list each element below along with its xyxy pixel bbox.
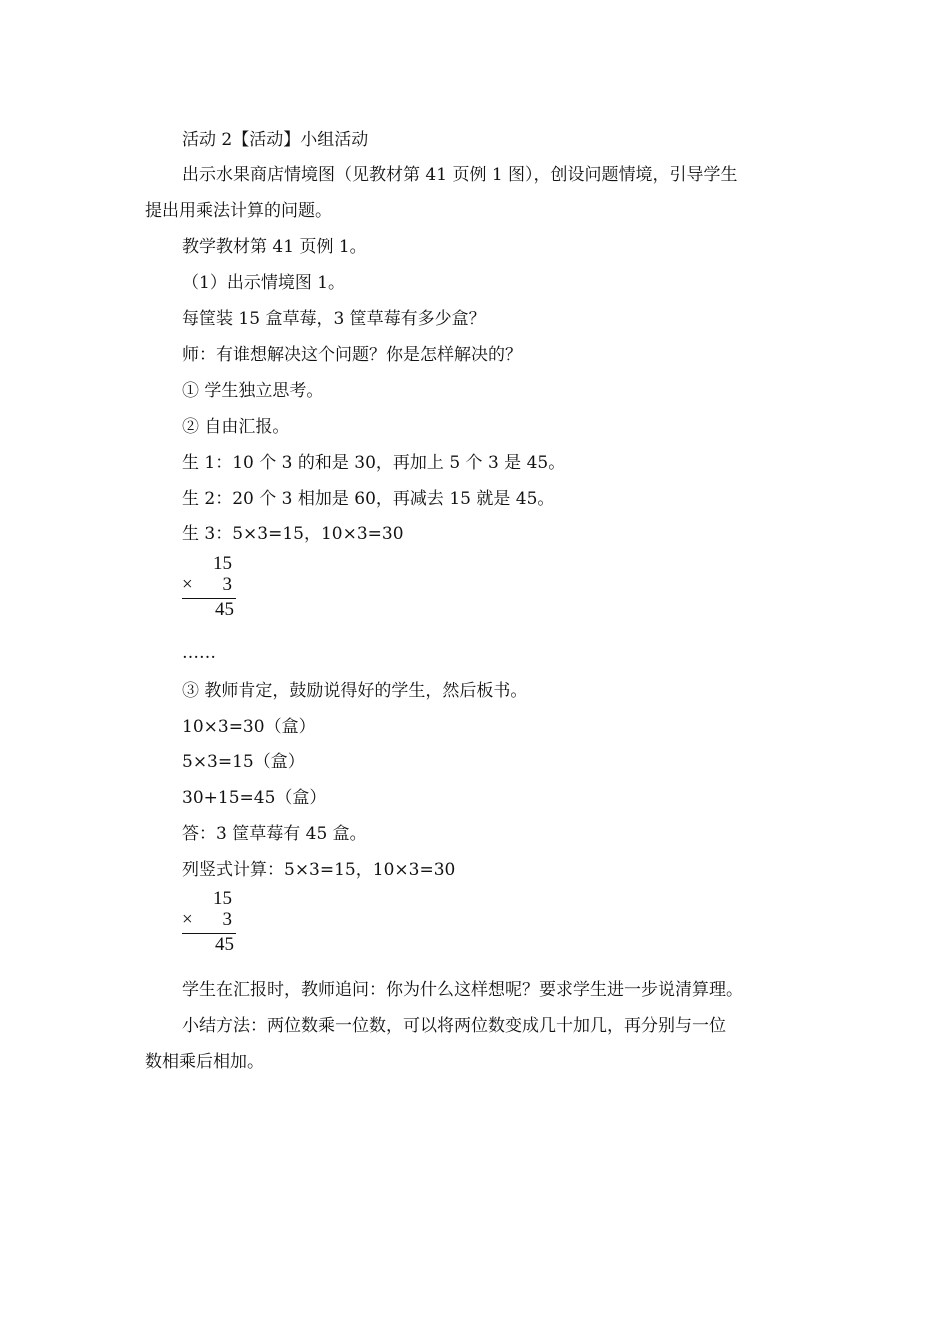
paragraph-line: ② 自由汇报。 xyxy=(182,417,290,437)
paragraph-line: 答：3 筐草莓有 45 盒。 xyxy=(182,824,367,844)
paragraph-line: 5×3=15（盒） xyxy=(182,752,305,772)
product: 45 xyxy=(215,599,234,620)
multiplier: 3 xyxy=(222,909,232,930)
activity-heading: 活动 2【活动】小组活动 xyxy=(182,130,369,150)
paragraph-line: ③ 教师肯定，鼓励说得好的学生，然后板书。 xyxy=(182,681,528,701)
multiplier: 3 xyxy=(222,574,232,595)
paragraph-line: （1）出示情境图 1。 xyxy=(182,273,346,293)
paragraph-line: 数相乘后相加。 xyxy=(145,1052,264,1072)
product: 45 xyxy=(215,934,234,955)
multiplicand: 15 xyxy=(213,888,232,909)
paragraph-line: 师：有谁想解决这个问题？你是怎样解决的？ xyxy=(182,345,522,365)
paragraph-line: 出示水果商店情境图（见教材第 41 页例 1 图），创设问题情境，引导学生 xyxy=(182,165,738,185)
paragraph-line: 小结方法：两位数乘一位数，可以将两位数变成几十加几，再分别与一位 xyxy=(182,1016,726,1036)
paragraph-line: 生 2：20 个 3 相加是 60，再减去 15 就是 45。 xyxy=(182,489,555,509)
paragraph-line: 提出用乘法计算的问题。 xyxy=(145,201,332,221)
multiplicand: 15 xyxy=(213,553,232,574)
paragraph-line: 每筐装 15 盒草莓，3 筐草莓有多少盒？ xyxy=(182,309,486,329)
ellipsis: …… xyxy=(182,643,216,663)
paragraph-line: 生 3：5×3=15，10×3=30 xyxy=(182,524,404,544)
paragraph-line: 10×3=30（盒） xyxy=(182,717,316,737)
paragraph-line: 教学教材第 41 页例 1。 xyxy=(182,237,367,257)
multiply-sign: × xyxy=(182,574,193,595)
multiply-sign: × xyxy=(182,909,193,930)
paragraph-line: ① 学生独立思考。 xyxy=(182,381,324,401)
paragraph-line: 学生在汇报时，教师追问：你为什么这样想呢？要求学生进一步说清算理。 xyxy=(182,980,743,1000)
paragraph-line: 列竖式计算：5×3=15，10×3=30 xyxy=(182,860,456,880)
paragraph-line: 30+15=45（盒） xyxy=(182,788,327,808)
paragraph-line: 生 1：10 个 3 的和是 30，再加上 5 个 3 是 45。 xyxy=(182,453,566,473)
